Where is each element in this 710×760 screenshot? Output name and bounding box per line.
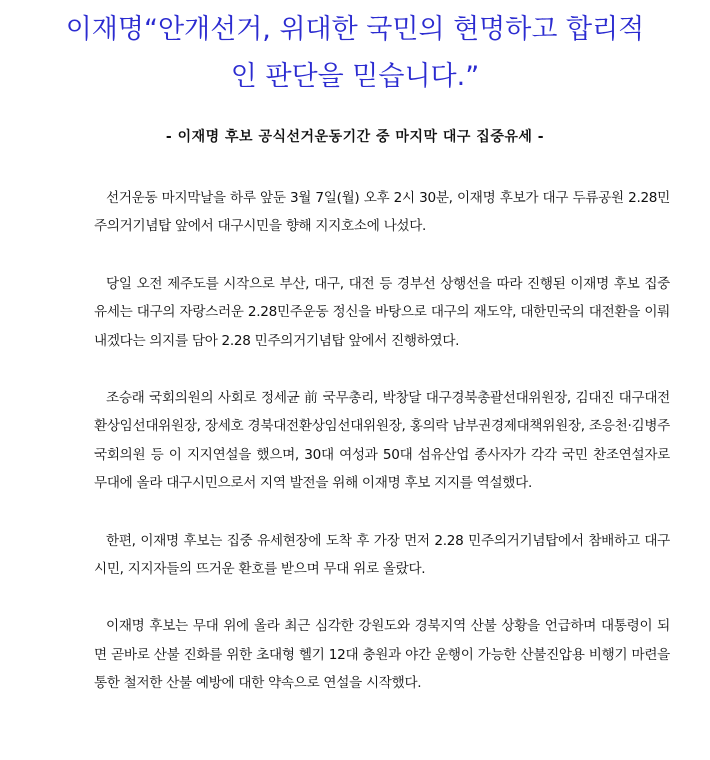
paragraph-5: 이재명 후보는 무대 위에 올라 최근 심각한 강원도와 경북지역 산불 상황을 언급하며 대통령이 되면 곧바로 산불 진화를 위한 초대형 헬기 12대 충원과 야간 운행이 가능한 산불진압용 비행기 마련을 통한 철저한 산불 예방에 대한 약속으로 연설을 시작했다. (94, 618, 670, 692)
headline: 이재명“안개선거, 위대한 국민의 현명하고 합리적인 판단을 믿습니다.” (65, 14, 645, 92)
article-body (0, 184, 710, 698)
paragraph-4: 한편, 이재명 후보는 집중 유세현장에 도착 후 가장 먼저 2.28 민주의거기념탑에서 참배하고 대구시민, 지지자들의 뜨거운 환호를 받으며 무대 위로 올랐다. (94, 532, 670, 578)
paragraph-3: 조승래 국회의원의 사회로 정세균 前 국무총리, 박창달 대구경북총괄선대위원장, 김대진 대구대전환상임선대위원장, 장세호 경북대전환상임선대위원장, 홍의락 남부권경제대책위원장, 조응천·김병주 국회의원 등 이 지지연설을 했으며, 30대 여성과 50대 섬유산업 종사자가 각각 국민 찬조연설자로 무대에 올라 대구시민으로서 지역 발전을 위해 이재명 후보 지지를 역설했다. (94, 390, 670, 492)
paragraph-2: 당일 오전 제주도를 시작으로 부산, 대구, 대전 등 경부선 상행선을 따라 진행된 이재명 후보 집중유세는 대구의 자랑스러운 2.28민주운동 정신을 바탕으로 대구의 재도약, 대한민국의 대전환을 이뤄내겠다는 의지를 담아 2.28 민주의거기념탑 앞에서 진행하였다. (94, 275, 670, 349)
subtitle: - 이재명 후보 공식선거운동기간 중 마지막 대구 집중유세 - (165, 129, 545, 145)
paragraph-1: 선거운동 마지막날을 하루 앞둔 3월 7일(월) 오후 2시 30분, 이재명 후보가 대구 두류공원 2.28민주의거기념탑 앞에서 대구시민을 향해 지지호소에 나섰다. (94, 190, 670, 235)
